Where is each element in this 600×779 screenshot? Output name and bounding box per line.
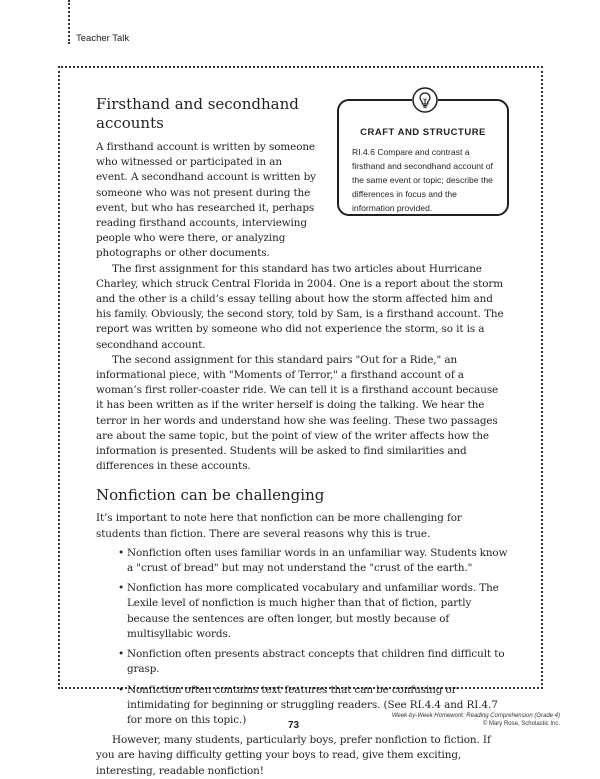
callout-standard-text: RI.4.6 Compare and contrast a firsthand and secondhand account of the same event or topic; describe the differences in focus and the information provided.	[352, 147, 493, 213]
intro-paragraph: A firsthand account is written by someone who witnessed or participated in an event. A secondhand account is written by someone who was not present during the event, but who has researched it, perhaps reading firsthand accounts, interviewing people who were there, or analyzing photographs or other documents.	[96, 141, 316, 260]
list-item: • Nonfiction often presents abstract concepts that children find difficult to grasp.	[118, 647, 508, 677]
footer-credit	[392, 712, 560, 728]
section-heading-accounts: Firsthand and secondhand accounts	[96, 95, 299, 132]
nonfiction-intro-paragraph: It’s important to note here that nonfiction can be more challenging for students than fiction. There are several reasons why this is true.	[96, 512, 462, 540]
section-heading-nonfiction: Nonfiction can be challenging	[96, 486, 325, 505]
list-item: • Nonfiction often uses familiar words in an unfamiliar way. Students know a "crust of bread" but may not understand the "crust of the earth."	[118, 546, 508, 576]
header-dotted-rule	[68, 0, 70, 44]
reasons-list	[96, 546, 508, 728]
list-item: • Nonfiction often contains text features that can be confusing or intimidating for beginning or struggling readers. (See RI.4.4 and RI.4.7 for more on this topic.)	[118, 683, 508, 729]
list-item: • Nonfiction has more complicated vocabulary and unfamiliar words. The Lexile level of nonfiction is much higher than that of fiction, partly because the sentences are often longer, but mostly because of multisyllabic words.	[118, 581, 508, 642]
page-number: 73	[288, 720, 300, 731]
running-header: Teacher Talk	[76, 33, 130, 44]
book-title: Week-by-Week Homework: Reading Comprehension (Grade 4)	[391, 713, 560, 719]
closing-paragraph: However, many students, particularly boys, prefer nonfiction to fiction. If you are having difficulty getting your boys to read, give them exciting, interesting, readable nonfiction!	[96, 734, 491, 777]
paragraph-hurricane: The first assignment for this standard has two articles about Hurricane Charley, which struck Central Florida in 2004. One is a report about the storm and the other is a child’s essay telling about how the storm affected him and his family. Obviously, the second story, told by Sam, is a firsthand account. The report was written by someone who did not experience the storm, so it is a secondhand account.	[96, 262, 504, 351]
callout-title: CRAFT AND STRUCTURE	[360, 127, 486, 138]
copyright-line: © Mary Rose, Scholastic Inc.	[482, 721, 560, 727]
main-content	[96, 95, 508, 779]
paragraph-roller-coaster: The second assignment for this standard pairs "Out for a Ride," an informational piece, with "Moments of Terror," a firsthand account of a woman’s first roller-coaster ride. We can tell it is a firsthand account because it has been written as if the writer herself is doing the talking. We hear the terror in her words and understand how she was feeling. These two passages are about the same topic, but the point of view of the writer affects how the information is presented. Students will be asked to find similarities and differences in these accounts.	[96, 353, 499, 473]
